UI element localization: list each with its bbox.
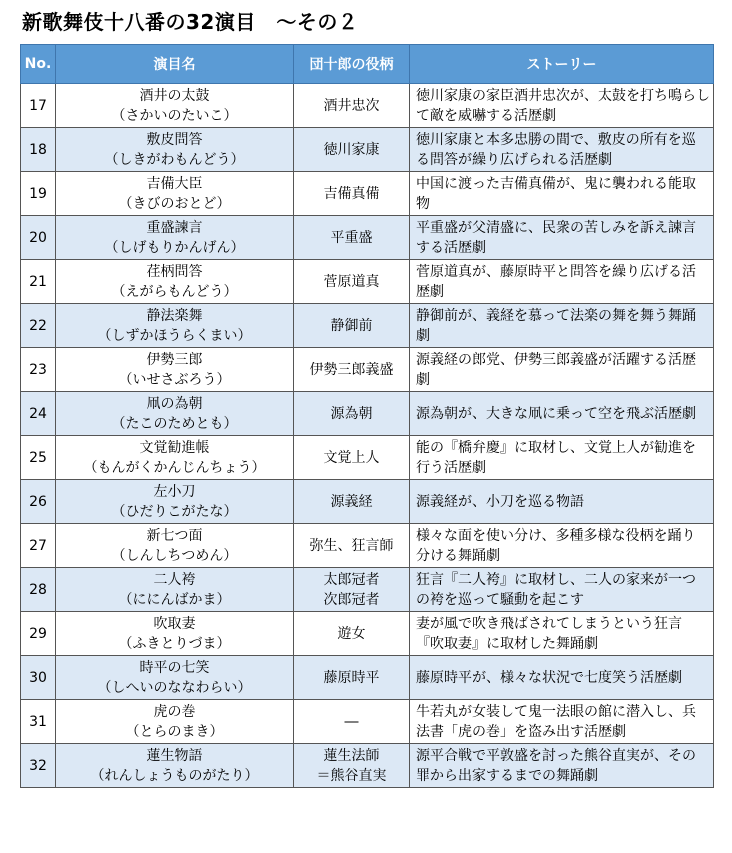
- play-title-cell: [56, 172, 294, 216]
- play-title-cell: [56, 392, 294, 436]
- row-number-text: 22: [29, 317, 47, 334]
- story-line-2: 劇: [416, 327, 430, 344]
- row-number: [21, 480, 56, 524]
- role-cell: [294, 524, 410, 568]
- row-number: [21, 216, 56, 260]
- play-title-cell: [56, 524, 294, 568]
- play-title-cell: [56, 260, 294, 304]
- play-title: 時平の七笑: [139, 659, 210, 676]
- row-number: [21, 128, 56, 172]
- role-cell: [294, 480, 410, 524]
- play-title: 酒井の太鼓: [139, 87, 210, 104]
- table-row: [21, 480, 714, 524]
- story-line-2: する活歴劇: [416, 239, 486, 256]
- story-line-1: 狂言『二人袴』に取材し、二人の家来が一つ: [416, 571, 696, 588]
- role-cell: [294, 656, 410, 700]
- role-cell: [294, 216, 410, 260]
- role-line-1: 遊女: [337, 625, 366, 642]
- role-cell: [294, 568, 410, 612]
- play-reading: （もんがくかんじんちょう）: [83, 459, 266, 476]
- row-number-text: 23: [29, 361, 47, 378]
- table-row: [21, 700, 714, 744]
- table-row: [21, 656, 714, 700]
- story-line-1: 徳川家康と本多忠勝の間で、敷皮の所有を巡: [416, 131, 696, 148]
- story-line-1: 平重盛が父清盛に、民衆の苦しみを訴え諫言: [416, 219, 696, 236]
- play-title-cell: [56, 436, 294, 480]
- story-cell: [410, 216, 714, 260]
- role-line-1: 太郎冠者: [323, 571, 380, 588]
- play-title-cell: [56, 568, 294, 612]
- row-number: [21, 260, 56, 304]
- table-row: [21, 348, 714, 392]
- story-cell: [410, 612, 714, 656]
- row-number-text: 31: [29, 713, 47, 730]
- play-title: 新七つ面: [146, 527, 203, 544]
- play-title: 虎の巻: [153, 703, 196, 720]
- play-reading: （さかいのたいこ）: [111, 107, 238, 124]
- story-cell: [410, 436, 714, 480]
- play-title-cell: [56, 348, 294, 392]
- play-title-cell: [56, 700, 294, 744]
- table-row: [21, 84, 714, 128]
- table-row: [21, 612, 714, 656]
- table-header-row: [21, 45, 714, 84]
- play-title: 蓮生物語: [146, 747, 203, 764]
- play-reading: （とらのまき）: [125, 723, 224, 740]
- story-line-2: 行う活歴劇: [416, 459, 486, 476]
- kabuki-table: [20, 44, 714, 788]
- story-cell: [410, 348, 714, 392]
- play-reading: （えがらもんどう）: [111, 283, 238, 300]
- story-cell: [410, 392, 714, 436]
- play-reading: （ひだりこがたな）: [111, 503, 238, 520]
- play-reading: （しずかほうらくまい）: [97, 327, 252, 344]
- row-number: [21, 612, 56, 656]
- role-cell: [294, 612, 410, 656]
- play-title: 敷皮問答: [146, 131, 203, 148]
- play-title: 凧の為朝: [146, 395, 203, 412]
- play-title: 荏柄問答: [146, 263, 203, 280]
- story-line-1: 徳川家康の家臣酒井忠次が、太鼓を打ち鳴らし: [416, 87, 710, 104]
- story-line-2: て敵を威嚇する活歴劇: [416, 107, 556, 124]
- play-reading: （いせさぶろう）: [118, 371, 231, 388]
- story-cell: [410, 568, 714, 612]
- table-row: [21, 744, 714, 788]
- row-number: [21, 656, 56, 700]
- play-title-cell: [56, 656, 294, 700]
- play-title: 吉備大臣: [146, 175, 203, 192]
- story-line-1: 牛若丸が女装して鬼一法眼の館に潜入し、兵: [416, 703, 696, 720]
- play-reading: （しきがわもんどう）: [104, 151, 245, 168]
- role-line-1: 徳川家康: [323, 141, 380, 158]
- story-cell: [410, 656, 714, 700]
- role-cell: [294, 304, 410, 348]
- story-line-1: 様々な面を使い分け、多種多様な役柄を踊り: [416, 527, 696, 544]
- story-line-2: る問答が繰り広げられる活歴劇: [416, 151, 612, 168]
- role-line-1: 菅原道真: [323, 273, 380, 290]
- play-title: 吹取妻: [153, 615, 196, 632]
- play-title: 二人袴: [153, 571, 196, 588]
- role-cell: [294, 348, 410, 392]
- row-number: [21, 84, 56, 128]
- row-number: [21, 172, 56, 216]
- row-number-text: 32: [29, 757, 47, 774]
- table-row: [21, 392, 714, 436]
- row-number-text: 19: [29, 185, 47, 202]
- story-line-1: 源義経の郎党、伊勢三郎義盛が活躍する活歴: [416, 351, 696, 368]
- table-row: [21, 260, 714, 304]
- story-line-2: 劇: [416, 371, 430, 388]
- role-cell: [294, 392, 410, 436]
- play-title-cell: [56, 612, 294, 656]
- row-number-text: 21: [29, 273, 47, 290]
- play-reading: （きびのおとど）: [118, 195, 231, 212]
- row-number: [21, 392, 56, 436]
- play-title-cell: [56, 304, 294, 348]
- play-title-cell: [56, 216, 294, 260]
- story-cell: [410, 84, 714, 128]
- play-reading: （たこのためとも）: [111, 415, 238, 432]
- story-line-2: 物: [416, 195, 430, 212]
- row-number-text: 28: [29, 581, 47, 598]
- row-number: [21, 348, 56, 392]
- row-number: [21, 436, 56, 480]
- story-cell: [410, 700, 714, 744]
- story-line-1: 静御前が、義経を慕って法楽の舞を舞う舞踊: [416, 307, 696, 324]
- header-role: 団十郎の役柄: [294, 45, 410, 84]
- story-line-1: 源平合戦で平敦盛を討った熊谷直実が、その: [416, 747, 696, 764]
- story-cell: [410, 172, 714, 216]
- story-line-2: 罪から出家するまでの舞踊劇: [416, 767, 598, 784]
- story-line-1: 藤原時平が、様々な状況で七度笑う活歴劇: [416, 669, 682, 686]
- header-story: ストーリー: [410, 45, 714, 84]
- story-line-1: 妻が風で吹き飛ばされてしまうという狂言: [416, 615, 682, 632]
- row-number-text: 25: [29, 449, 47, 466]
- play-title-cell: [56, 128, 294, 172]
- role-cell: [294, 128, 410, 172]
- role-cell: [294, 744, 410, 788]
- role-line-2: ＝熊谷直実: [316, 767, 387, 784]
- role-cell: [294, 172, 410, 216]
- story-line-1: 能の『橋弁慶』に取材し、文覚上人が勧進を: [416, 439, 696, 456]
- story-cell: [410, 480, 714, 524]
- role-line-1: 平重盛: [330, 229, 373, 246]
- story-cell: [410, 128, 714, 172]
- play-reading: （しんしちつめん）: [111, 547, 238, 564]
- story-line-2: 歴劇: [416, 283, 444, 300]
- role-cell: [294, 260, 410, 304]
- role-line-1: 吉備真備: [323, 185, 380, 202]
- story-cell: [410, 744, 714, 788]
- play-reading: （れんしょうものがたり）: [90, 767, 259, 784]
- play-reading: （しへいのななわらい）: [97, 679, 252, 696]
- role-line-1: 伊勢三郎義盛: [309, 361, 394, 378]
- role-cell: [294, 84, 410, 128]
- table-row: [21, 524, 714, 568]
- role-line-1: 蓮生法師: [323, 747, 380, 764]
- row-number-text: 30: [29, 669, 47, 686]
- role-line-1: 藤原時平: [323, 669, 380, 686]
- table-row: [21, 172, 714, 216]
- table-row: [21, 128, 714, 172]
- story-cell: [410, 304, 714, 348]
- story-line-1: 源義経が、小刀を巡る物語: [416, 493, 584, 510]
- play-title: 文覚勧進帳: [139, 439, 210, 456]
- header-no: No.: [21, 45, 56, 84]
- table-row: [21, 436, 714, 480]
- row-number: [21, 568, 56, 612]
- row-number-text: 17: [29, 97, 47, 114]
- play-title-cell: [56, 744, 294, 788]
- header-title: 演目名: [56, 45, 294, 84]
- role-line-1: 弥生、狂言師: [309, 537, 394, 554]
- play-title-cell: [56, 480, 294, 524]
- story-line-2: 法書「虎の巻」を盗み出す活歴劇: [416, 723, 626, 740]
- row-number-text: 18: [29, 141, 47, 158]
- row-number-text: 27: [29, 537, 47, 554]
- table-row: [21, 304, 714, 348]
- role-cell: [294, 700, 410, 744]
- story-line-2: 分ける舞踊劇: [416, 547, 500, 564]
- role-line-2: 次郎冠者: [323, 591, 380, 608]
- role-line-1: 静御前: [330, 317, 373, 334]
- page-title: 新歌舞伎十八番の32演目 ～その２: [22, 10, 359, 34]
- play-reading: （ににんばかま）: [118, 591, 231, 608]
- story-cell: [410, 260, 714, 304]
- play-reading: （ふきとりづま）: [118, 635, 231, 652]
- role-line-1: 源義経: [330, 493, 373, 510]
- table-row: [21, 216, 714, 260]
- row-number-text: 20: [29, 229, 47, 246]
- play-reading: （しげもりかんげん）: [104, 239, 245, 256]
- play-title: 重盛諫言: [146, 219, 203, 236]
- play-title-cell: [56, 84, 294, 128]
- role-cell: [294, 436, 410, 480]
- role-line-1: ―: [344, 713, 359, 730]
- row-number: [21, 524, 56, 568]
- story-line-2: 『吹取妻』に取材した舞踊劇: [416, 635, 598, 652]
- play-title: 伊勢三郎: [146, 351, 203, 368]
- row-number-text: 26: [29, 493, 47, 510]
- role-line-1: 源為朝: [330, 405, 373, 422]
- row-number-text: 24: [29, 405, 47, 422]
- row-number: [21, 744, 56, 788]
- play-title: 左小刀: [153, 483, 196, 500]
- row-number: [21, 700, 56, 744]
- table-row: [21, 568, 714, 612]
- story-line-1: 中国に渡った吉備真備が、鬼に襲われる能取: [416, 175, 696, 192]
- row-number: [21, 304, 56, 348]
- story-cell: [410, 524, 714, 568]
- story-line-1: 菅原道真が、藤原時平と問答を繰り広げる活: [416, 263, 696, 280]
- story-line-2: の袴を巡って騒動を起こす: [416, 591, 584, 608]
- story-line-1: 源為朝が、大きな凧に乗って空を飛ぶ活歴劇: [416, 405, 696, 422]
- row-number-text: 29: [29, 625, 47, 642]
- role-line-1: 文覚上人: [323, 449, 380, 466]
- role-line-1: 酒井忠次: [323, 97, 380, 114]
- play-title: 静法楽舞: [146, 307, 203, 324]
